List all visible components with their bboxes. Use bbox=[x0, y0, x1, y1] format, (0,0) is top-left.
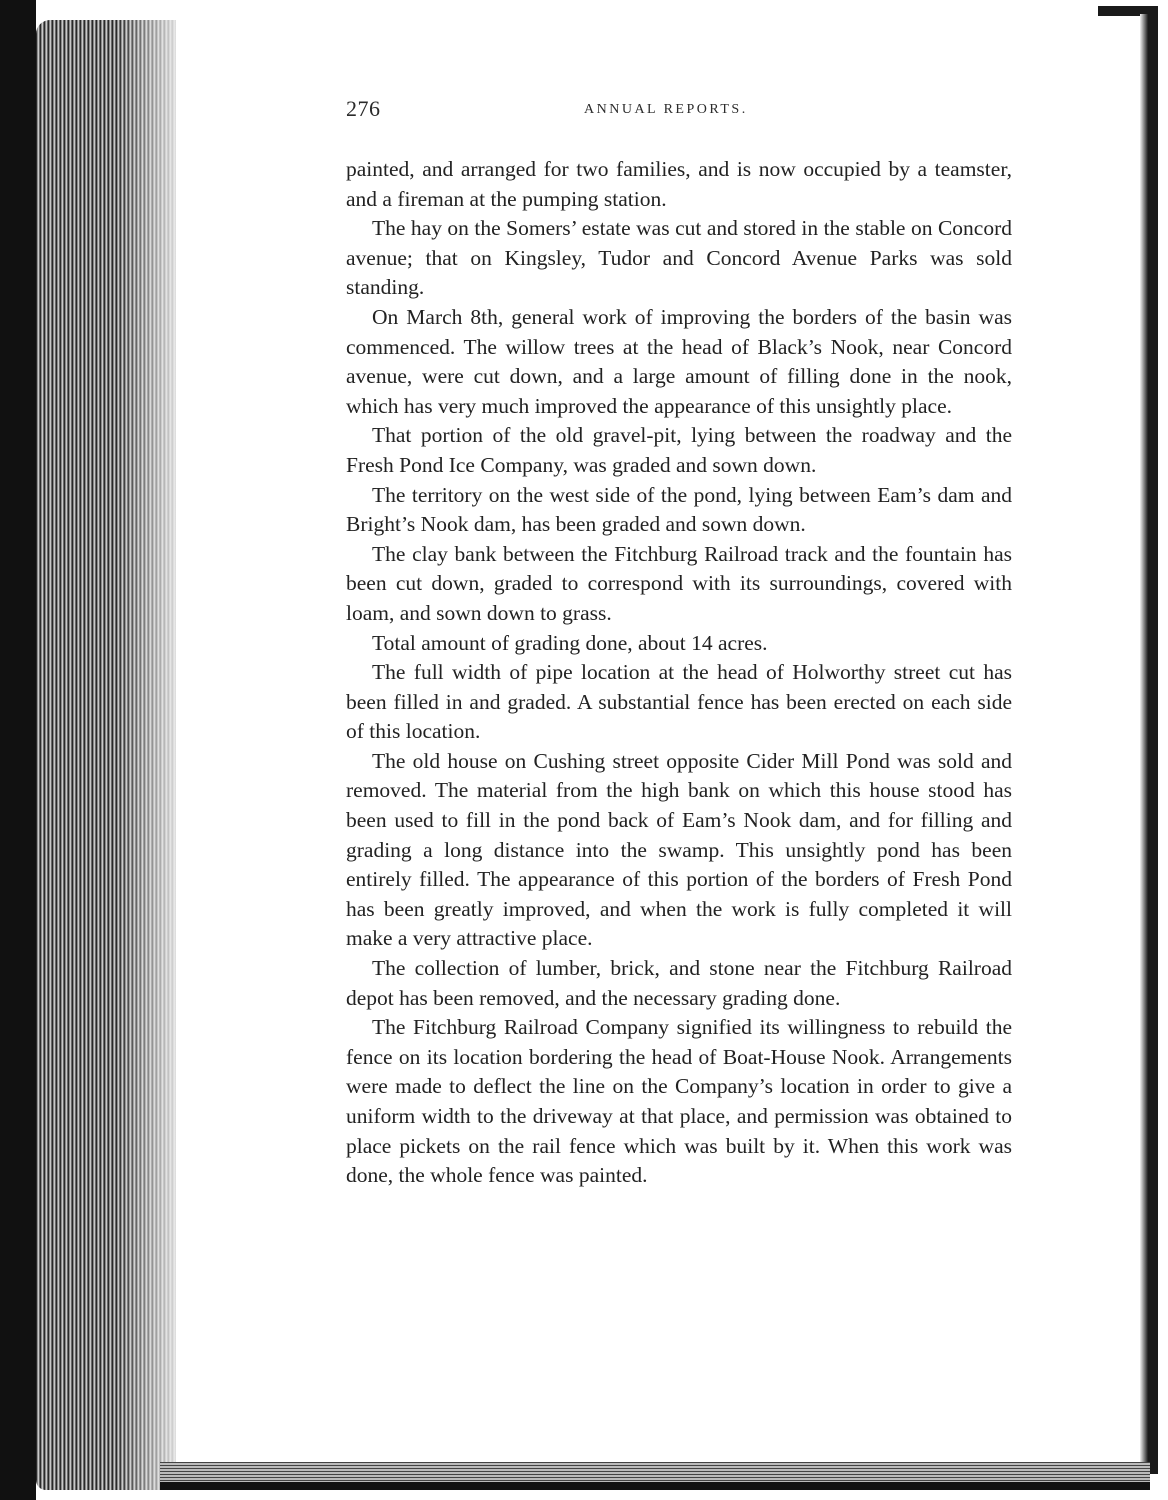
page-number: 276 bbox=[346, 96, 381, 121]
paragraph: The Fitchburg Railroad Company signified its willingness to rebuild the fence on its location bordering the head of Boat-House Nook. Arrangements were made to deflect the line on the Company’s location in order to give a uniform width to the driveway at that place, and permission was obtained to place pickets on the rail fence which was built by it. When this work was done, the whole fence was painted. bbox=[346, 1015, 1012, 1188]
paragraph: The hay on the Somers’ estate was cut and stored in the stable on Concord avenue; that on Kingsley, Tudor and Concord Avenue Parks was sold standing. bbox=[346, 216, 1012, 300]
scanner-edge-right bbox=[1140, 14, 1158, 1474]
scanner-edge-left bbox=[0, 0, 36, 1500]
body-text bbox=[346, 155, 1012, 1191]
paragraph: Total amount of grading done, about 14 acres. bbox=[372, 630, 768, 655]
paragraph: The clay bank between the Fitchburg Railroad track and the fountain has been cut down, graded to correspond with its surroundings, covered with loam, and sown down to grass. bbox=[346, 541, 1012, 625]
paragraph: The territory on the west side of the pond, lying between Eam’s dam and Bright’s Nook dam, has been graded and sown down. bbox=[346, 482, 1012, 537]
paragraph: The full width of pipe location at the head of Holworthy street cut has been filled in and graded. A substantial fence has been erected on each side of this location. bbox=[346, 660, 1012, 744]
book-page-edges bbox=[36, 20, 176, 1490]
paragraph: On March 8th, general work of improving the borders of the basin was commenced. The willow trees at the head of Black’s Nook, near Concord avenue, were cut down, and a large amount of filling done in the nook, which has very much improved the appearance of this unsightly place. bbox=[346, 304, 1012, 418]
running-head bbox=[346, 96, 1006, 126]
paragraph: The collection of lumber, brick, and stone near the Fitchburg Railroad depot has been removed, and the necessary grading done. bbox=[346, 956, 1012, 1010]
paragraph: The old house on Cushing street opposite Cider Mill Pond was sold and removed. The material from the high bank on which this house stood has been used to fill in the pond back of Eam’s Nook dam, and for filling and grading a long distance into the swamp. This unsightly pond has been entirely filled. The appearance of this portion of the borders of Fresh Pond has been greatly improved, and when the work is fully completed it will make a very attractive place. bbox=[346, 748, 1012, 951]
book-bottom-edge bbox=[160, 1462, 1150, 1484]
paragraph: painted, and arranged for two families, and is now occupied by a teamster, and a fireman at the pumping station. bbox=[346, 157, 1012, 211]
paragraph: That portion of the old gravel-pit, lying between the roadway and the Fresh Pond Ice Company, was graded and sown down. bbox=[346, 423, 1012, 477]
running-head-title: ANNUAL REPORTS. bbox=[584, 102, 748, 117]
